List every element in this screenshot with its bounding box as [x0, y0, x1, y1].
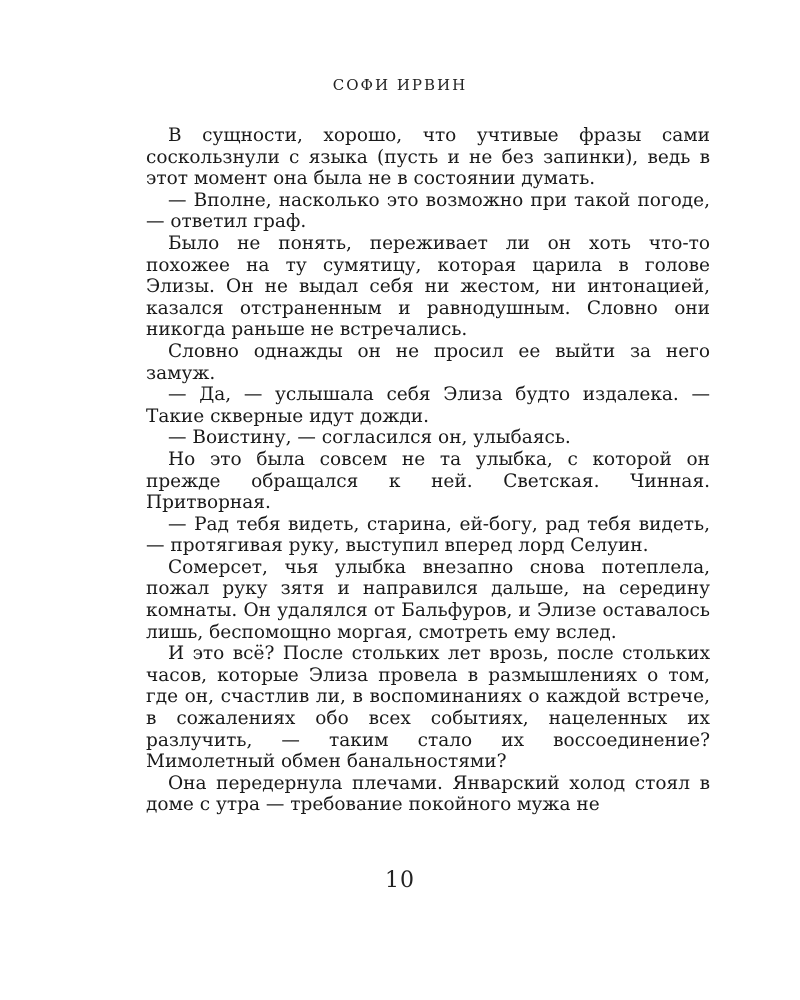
running-head-author: СОФИ ИРВИН: [332, 76, 468, 94]
paragraph: — Вполне, насколько это возможно при такой погоде, — ответил граф.: [146, 189, 710, 233]
paragraph: — Да, — услышала себя Элиза будто издалека. — Такие скверные идут дожди.: [146, 384, 710, 427]
paragraph: В сущности, хорошо, что учтивые фразы сами соскользнули с языка (пусть и не без запинки), ведь в этот момент она была не в состоянии думать.: [146, 125, 710, 190]
page-number: 10: [385, 868, 415, 893]
paragraph: Словно однажды он не просил ее выйти за него замуж.: [146, 340, 710, 384]
paragraph: И это всё? После стольких лет врозь, после стольких часов, которые Элиза провела в размышлениях о том, где он, счастлив ли, в воспоминаниях о каждой встрече, в сожалениях обо всех событиях, нацеленных их разлучить, — таким стало их воссоединение? Мимолетный обмен банальностями?: [146, 643, 710, 773]
paragraph: Было не понять, переживает ли он хоть что-то похожее на ту сумятицу, которая царила в голове Элизы. Он не выдал себя ни жестом, ни интонацией, казался отстраненным и равнодушным. Словно они никогда раньше не встречались.: [146, 232, 710, 341]
paragraph: — Рад тебя видеть, старина, ей-богу, рад тебя видеть, — протягивая руку, выступил вперед лорд Селуин.: [146, 513, 710, 557]
paragraph: — Воистину, — согласился он, улыбаясь.: [168, 427, 571, 449]
paragraph: Сомерсет, чья улыбка внезапно снова потеплела, пожал руку зятя и направился дальше, на середину комнаты. Он удалялся от Бальфуров, и Элизе оставалось лишь, беспомощно моргая, смотреть ему вслед.: [146, 556, 710, 643]
paragraph: Но это была совсем не та улыбка, с которой он прежде обращался к ней. Светская. Чинная. Притворная.: [146, 448, 710, 514]
body-text: [146, 125, 710, 816]
paragraph: Она передернула плечами. Январский холод стоял в доме с утра — требование покойного мужа не: [146, 772, 710, 816]
